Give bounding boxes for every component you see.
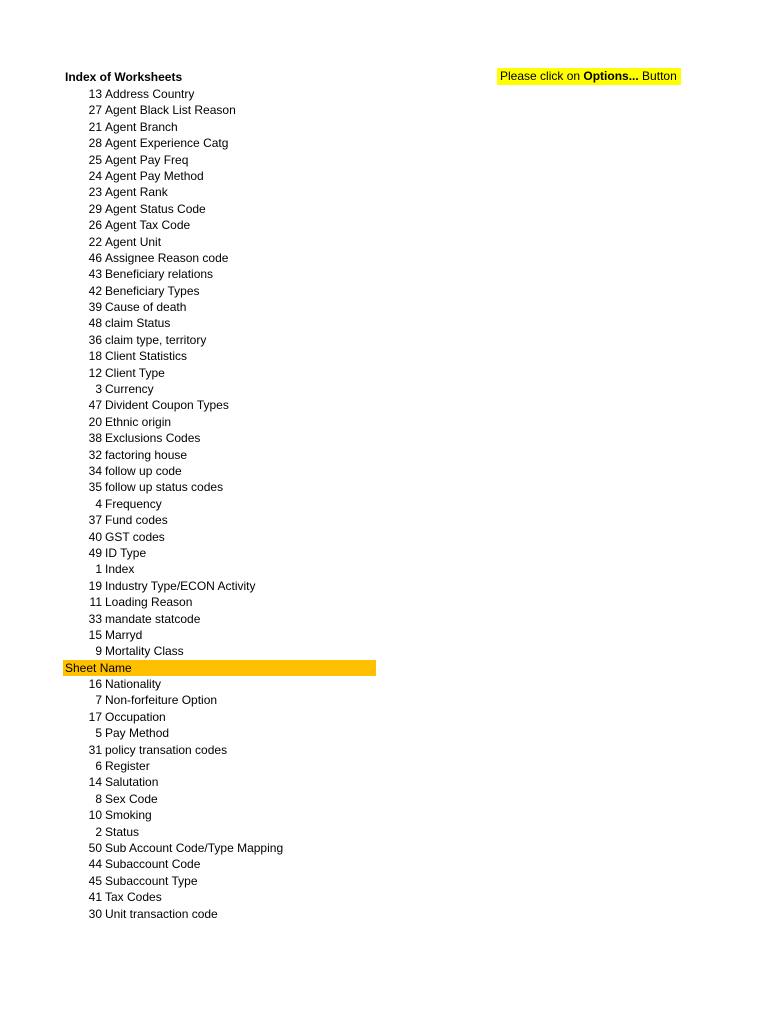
worksheet-index-row[interactable]: [0, 217, 768, 233]
sheet-number: 12: [88, 365, 102, 380]
sheet-name-link[interactable]: claim type, territory: [105, 332, 207, 347]
sheet-name-link[interactable]: follow up code: [105, 463, 182, 478]
sheet-number: 19: [88, 578, 102, 593]
sheet-number: 7: [95, 693, 102, 708]
worksheet-index-row[interactable]: [0, 824, 768, 840]
worksheet-index-row[interactable]: [0, 348, 768, 364]
sheet-name-link[interactable]: Agent Experience Catg: [105, 136, 229, 151]
sheet-name-link[interactable]: Occupation: [105, 709, 166, 724]
page-title: Index of Worksheets: [65, 70, 183, 84]
sheet-name-link[interactable]: Agent Pay Freq: [105, 152, 189, 167]
sheet-name-link[interactable]: Unit transaction code: [105, 906, 218, 921]
worksheet-index-row[interactable]: [0, 496, 768, 512]
worksheet-index-row[interactable]: [0, 692, 768, 708]
sheet-number: 5: [95, 726, 102, 741]
worksheet-index-row[interactable]: [0, 168, 768, 184]
worksheet-index-row[interactable]: [0, 856, 768, 872]
sheet-number: 50: [88, 840, 102, 855]
worksheet-index-row[interactable]: [0, 840, 768, 856]
worksheet-index-row[interactable]: [0, 152, 768, 168]
sheet-name-link[interactable]: Client Type: [105, 365, 165, 380]
sheet-number: 48: [88, 316, 102, 331]
sheet-name-link[interactable]: Agent Status Code: [105, 201, 206, 216]
worksheet-index-row[interactable]: [0, 447, 768, 463]
sheet-number: 38: [88, 431, 102, 446]
sheet-number: 42: [88, 283, 102, 298]
worksheet-index-row[interactable]: [0, 381, 768, 397]
sheet-name-link[interactable]: Pay Method: [105, 726, 170, 741]
sheet-name-link[interactable]: ID Type: [105, 545, 147, 560]
worksheet-index-row[interactable]: [0, 627, 768, 643]
sheet-number: 49: [88, 545, 102, 560]
options-button-notice: [497, 68, 681, 85]
sheet-number: 3: [95, 382, 102, 397]
sheet-number: 10: [88, 808, 102, 823]
sheet-number: 25: [88, 152, 102, 167]
sheet-name-link[interactable]: Salutation: [105, 775, 159, 790]
sheet-name-link[interactable]: Sub Account Code/Type Mapping: [105, 840, 284, 855]
sheet-number: 33: [88, 611, 102, 626]
sheet-number: 16: [88, 677, 102, 692]
sheet-name-link[interactable]: Agent Unit: [105, 234, 162, 249]
worksheet-index-row[interactable]: [0, 102, 768, 118]
sheet-number: 32: [88, 447, 102, 462]
worksheet-index-row[interactable]: [0, 512, 768, 528]
sheet-number: 14: [88, 775, 102, 790]
sheet-number: 46: [88, 250, 102, 265]
sheet-number: 28: [88, 136, 102, 151]
sheet-name-link[interactable]: Agent Black List Reason: [105, 103, 236, 118]
sheet-name-header-row: [63, 660, 376, 676]
sheet-number: 31: [88, 742, 102, 757]
worksheet-index-row[interactable]: [0, 119, 768, 135]
sheet-name-link[interactable]: Industry Type/ECON Activity: [105, 578, 256, 593]
sheet-name-link[interactable]: mandate statcode: [105, 611, 201, 626]
sheet-name-link[interactable]: claim Status: [105, 316, 171, 331]
sheet-name-link[interactable]: Exclusions Codes: [105, 431, 201, 446]
worksheet-index-row[interactable]: [0, 807, 768, 823]
sheet-number: 1: [95, 562, 102, 577]
worksheet-index-row[interactable]: [0, 283, 768, 299]
worksheet-index-row[interactable]: [0, 758, 768, 774]
worksheet-index-row[interactable]: [0, 611, 768, 627]
sheet-number: 4: [95, 496, 102, 511]
worksheet-index-row[interactable]: [0, 873, 768, 889]
worksheet-index-row[interactable]: [0, 250, 768, 266]
worksheet-index-row[interactable]: [0, 201, 768, 217]
notice-prefix: Please click on: [500, 69, 584, 83]
worksheet-index-row[interactable]: [0, 906, 768, 922]
worksheet-index-row[interactable]: [0, 184, 768, 200]
sheet-name-link[interactable]: Sex Code: [105, 791, 158, 806]
sheet-name-link[interactable]: Fund codes: [105, 513, 168, 528]
worksheet-index-row[interactable]: [0, 234, 768, 250]
sheet-name-link[interactable]: Agent Pay Method: [105, 168, 204, 183]
worksheet-index-row[interactable]: [0, 578, 768, 594]
sheet-number: 18: [88, 349, 102, 364]
sheet-number: 45: [88, 873, 102, 888]
sheet-number: 47: [88, 398, 102, 413]
worksheet-index-row[interactable]: [0, 414, 768, 430]
sheet-name-link[interactable]: Client Statistics: [105, 349, 188, 364]
notice-options-label: Options...: [583, 69, 639, 83]
sheet-name-link[interactable]: Mortality Class: [105, 644, 184, 659]
sheet-number: 21: [88, 119, 102, 134]
sheet-number: 17: [88, 709, 102, 724]
sheet-number: 36: [88, 332, 102, 347]
worksheet-index-row[interactable]: [0, 791, 768, 807]
sheet-name-link[interactable]: Nationality: [105, 677, 162, 692]
sheet-name-link[interactable]: Index: [105, 562, 135, 577]
sheet-name-link[interactable]: Agent Tax Code: [105, 218, 191, 233]
sheet-name-link[interactable]: Smoking: [105, 808, 152, 823]
sheet-number: 23: [88, 185, 102, 200]
sheet-name-link[interactable]: Register: [105, 759, 150, 774]
sheet-number: 29: [88, 201, 102, 216]
worksheet-index-row[interactable]: [0, 430, 768, 446]
sheet-number: 2: [95, 824, 102, 839]
worksheet-index-row[interactable]: [0, 545, 768, 561]
worksheet-index-row[interactable]: [0, 365, 768, 381]
worksheet-index-row[interactable]: [0, 529, 768, 545]
sheet-number: 40: [88, 529, 102, 544]
worksheet-index-row[interactable]: [0, 742, 768, 758]
sheet-name-link[interactable]: Subaccount Type: [105, 873, 198, 888]
sheet-number: 24: [88, 168, 102, 183]
sheet-number: 6: [95, 759, 102, 774]
sheet-name-link[interactable]: Agent Rank: [105, 185, 168, 200]
sheet-name-link[interactable]: GST codes: [105, 529, 165, 544]
sheet-name-link[interactable]: Cause of death: [105, 300, 187, 315]
worksheet-index-row[interactable]: [0, 315, 768, 331]
notice-suffix: Button: [638, 69, 677, 83]
sheet-name-link[interactable]: follow up status codes: [105, 480, 224, 495]
sheet-number: 39: [88, 300, 102, 315]
sheet-name-link[interactable]: Tax Codes: [105, 890, 162, 905]
worksheet-index-row[interactable]: [0, 725, 768, 741]
sheet-name-header-label: Sheet Name: [65, 660, 132, 675]
sheet-number: 44: [88, 857, 102, 872]
worksheet-index-row[interactable]: [0, 332, 768, 348]
sheet-number: 15: [88, 627, 102, 642]
worksheet-index-row[interactable]: [0, 397, 768, 413]
worksheet-index-row[interactable]: [0, 86, 768, 102]
sheet-number: 41: [88, 890, 102, 905]
worksheet-index-row[interactable]: [0, 463, 768, 479]
worksheet-index-row[interactable]: [0, 774, 768, 790]
sheet-name-link[interactable]: Beneficiary Types: [105, 283, 200, 298]
worksheet-index-row[interactable]: [0, 561, 768, 577]
sheet-name-link[interactable]: Address Country: [105, 87, 195, 101]
sheet-number: 11: [89, 595, 102, 610]
worksheet-index-row[interactable]: [0, 889, 768, 905]
sheet-name-link[interactable]: Subaccount Code: [105, 857, 201, 872]
sheet-number: 27: [88, 103, 102, 118]
sheet-name-link[interactable]: Marryd: [105, 627, 143, 642]
sheet-name-link[interactable]: Ethnic origin: [105, 414, 172, 429]
worksheet-index-row[interactable]: [0, 676, 768, 692]
sheet-number: 8: [95, 791, 102, 806]
sheet-name-link[interactable]: Agent Branch: [105, 119, 178, 134]
worksheet-index-row[interactable]: [0, 709, 768, 725]
sheet-number: 22: [88, 234, 102, 249]
sheet-name-link[interactable]: Currency: [105, 382, 154, 397]
sheet-number: 9: [95, 644, 102, 659]
sheet-number: 13: [88, 87, 102, 101]
worksheet-index-row[interactable]: [0, 643, 768, 659]
sheet-number: 26: [88, 218, 102, 233]
sheet-number: 37: [88, 513, 102, 528]
sheet-name-link[interactable]: Divident Coupon Types: [105, 398, 229, 413]
sheet-number: 35: [88, 480, 102, 495]
sheet-name-link[interactable]: Beneficiary relations: [105, 267, 214, 282]
sheet-number: 30: [88, 906, 102, 921]
sheet-number: 20: [88, 414, 102, 429]
sheet-number: 34: [88, 463, 102, 478]
sheet-name-link[interactable]: Frequency: [105, 496, 162, 511]
sheet-name-link[interactable]: Assignee Reason code: [105, 250, 229, 265]
sheet-number: 43: [88, 267, 102, 282]
worksheet-index-list: [0, 86, 768, 922]
sheet-name-link[interactable]: policy transation codes: [105, 742, 228, 757]
worksheet-index-row[interactable]: [0, 135, 768, 151]
sheet-name-link[interactable]: Status: [105, 824, 140, 839]
worksheet-index-row[interactable]: [0, 299, 768, 315]
sheet-name-link[interactable]: Loading Reason: [105, 595, 193, 610]
worksheet-index-row[interactable]: [0, 266, 768, 282]
worksheet-index-row[interactable]: [0, 594, 768, 610]
sheet-name-link[interactable]: factoring house: [105, 447, 188, 462]
worksheet-index-row[interactable]: [0, 479, 768, 495]
sheet-name-link[interactable]: Non-forfeiture Option: [105, 693, 218, 708]
